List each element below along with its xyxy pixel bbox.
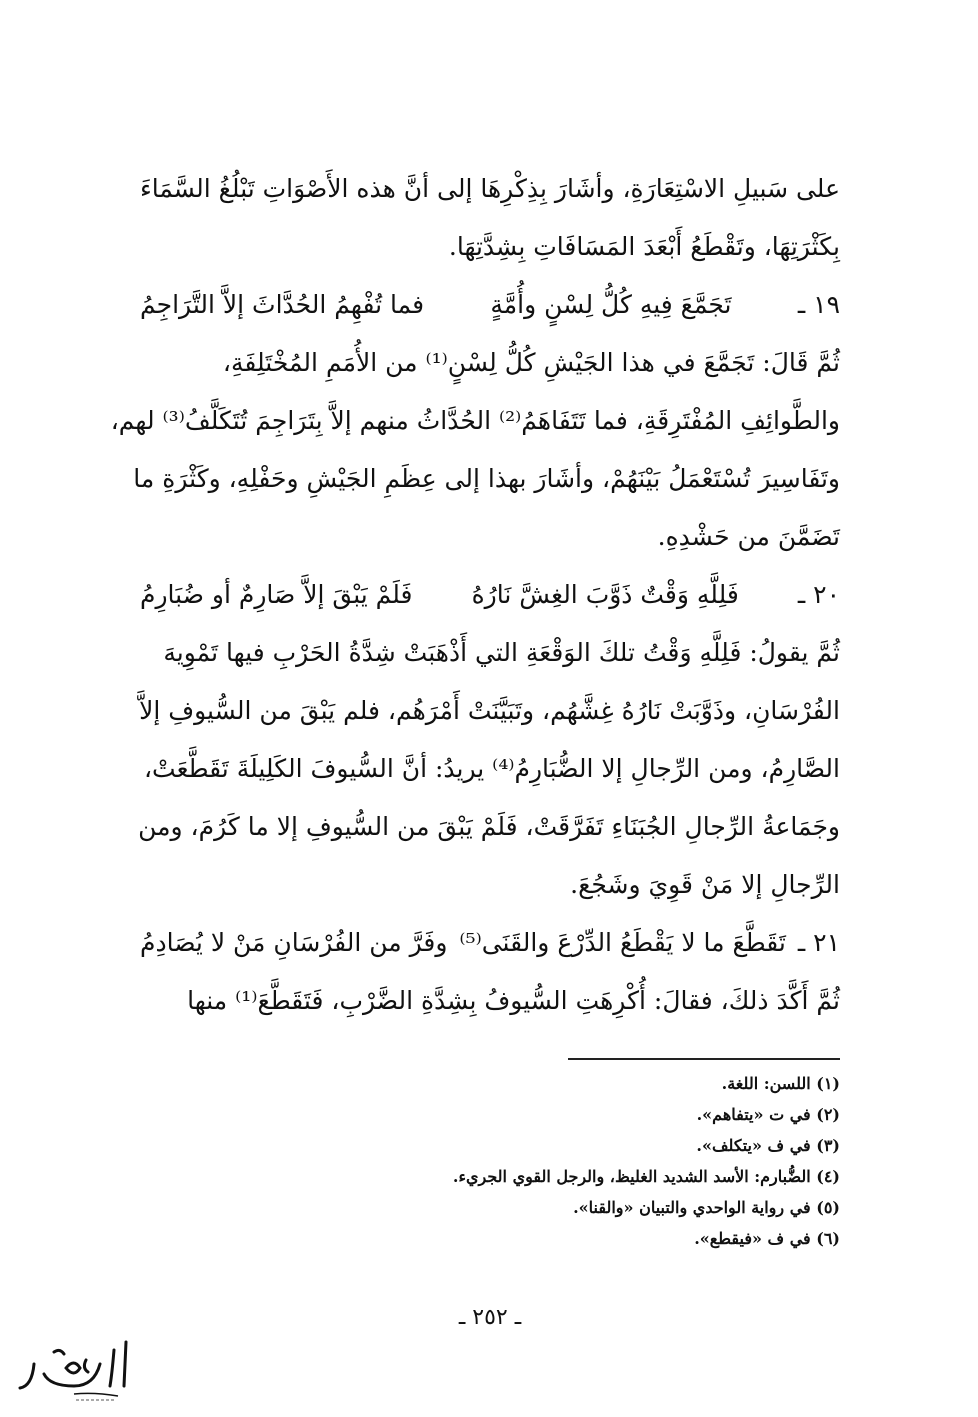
verse-20	[140, 566, 840, 624]
verse-second-hemistich: وفَرَّ من الفُرْسَانِ مَنْ لا يُصَادِمُ	[140, 928, 448, 957]
footnote-separator	[568, 1058, 840, 1060]
verse-number: ٢١ ـ	[797, 928, 840, 957]
body-line: بِكَثْرَتِهَا، وتَقْطَعُ أَبْعَدَ المَسَافَاتِ بِشِدَّتِهَا.	[448, 232, 840, 261]
footnote: (٣) في ف «يتكلف».	[696, 1136, 840, 1155]
verse-21	[140, 914, 840, 972]
verse-second-hemistich: فَلَمْ يَبْقَ إلاَّ صَارِمٌ أو ضُبَارِمُ	[140, 580, 413, 609]
commentary-line: الفُرْسَانِ، وذَوَّبَتْ نَارُهُ غِشَّهُم، وتَبَيَّنَتْ أَمْرَهُم، فلم يَبْقَ من السُّيوفِ إلاَّ	[139, 696, 840, 725]
body-line: على سَبيلِ الاسْتِعَارَةِ، وأشَارَ بِذِكْرِهَا إلى أنَّ هذه الأَصْوَاتِ تَبْلُغُ السَّمَاءَ	[139, 174, 840, 203]
footnote: (٢) في ت «يتفاهم».	[696, 1105, 840, 1124]
calligraphy-logo-icon	[14, 1334, 136, 1410]
page-number: ـ ٢٥٢ ـ	[458, 1305, 522, 1330]
verse-first-hemistich: فَلِلَّهِ وَقْتٌ ذَوَّبَ الغِشَّ نَارُهُ	[471, 580, 739, 609]
commentary-line: ثُمَّ قَالَ: تَجَمَّعَ في هذا الجَيْشِ كُلُّ لِسْنٍ⁽¹⁾ من الأُمَمِ المُخْتَلِفَةِ،	[222, 348, 840, 377]
footnote: (٦) في ف «فيقطع».	[694, 1229, 840, 1248]
verse-first-hemistich: تَجَمَّعَ فِيهِ كُلُّ لِسْنٍ وأُمَّةٍ	[490, 290, 732, 319]
verse-number: ١٩ ـ	[797, 290, 840, 319]
commentary-line: الرِّجالِ إلا مَنْ قَوِيَ وشَجُعَ.	[570, 870, 840, 899]
verse-second-hemistich: فما تُفْهِمُ الحُدَّاثَ إلاَّ التَّرَاجِمُ	[140, 290, 425, 319]
commentary-line: والطَّوائِفِ المُفْتَرِقَةِ، فما تَتَفَاهَمُ⁽²⁾ الحُدَّاثُ منهم إلاَّ بِتَرَاجِمَ تُتَكَلَّفُ⁽³⁾ لهم،	[110, 406, 840, 435]
commentary-line: الصَّارِمُ، ومن الرِّجالِ إلا الضُّبَارِمُ⁽⁴⁾ يريدُ: أنَّ السُّيوفَ الكَلِيلَةَ تَقَطَّعَتْ،	[143, 754, 840, 783]
commentary-line: وجَمَاعةُ الرِّجالِ الجُبَنَاءِ تَفَرَّقَتْ، فَلَمْ يَبْقَ من السُّيوفِ إلا ما كَرُمَ، ومن	[138, 812, 840, 841]
verse-number: ٢٠ ـ	[797, 580, 840, 609]
verse-first-hemistich: تَقَطَّعَ ما لا يَقْطَعُ الدِّرْعَ والقَنَى⁽⁵⁾	[459, 928, 786, 957]
main-text	[110, 160, 840, 1030]
footnote: (١) اللسن: اللغة.	[721, 1074, 840, 1093]
footnote: (٥) في رواية الواحدي والتبيان «والقنا».	[573, 1198, 840, 1217]
commentary-line: وتَفَاسِيرَ تُسْتَعْمَلُ بَيْنَهُمْ، وأشَارَ بهذا إلى عِظَمِ الجَيْشِ وحَفْلِهِ، وكَثْرَةِ ما	[133, 464, 840, 493]
commentary-line: ثُمَّ أَكَّدَ ذلكَ، فقالَ: أُكْرِهَتِ السُّيوفُ بِشِدَّةِ الضَّرْبِ، فَتَقَطَّعَ⁽¹⁾ منها	[187, 986, 840, 1015]
footnote: (٤) الضُّبارم: الأسد الشديد الغليظ، والرجل القوي الجريء.	[452, 1167, 840, 1186]
commentary-line: ثُمَّ يقولُ: فَلِلَّهِ وَقْتُ تلكَ الوَقْعَةِ التي أَذْهَبَتْ شِدَّةُ الحَرْبِ فيها تَمْوِيهَ	[163, 638, 840, 667]
verse-19	[140, 276, 840, 334]
commentary-line: تَضَمَّنَ من حَشْدِهِ.	[657, 522, 840, 551]
footnotes	[300, 1068, 840, 1254]
